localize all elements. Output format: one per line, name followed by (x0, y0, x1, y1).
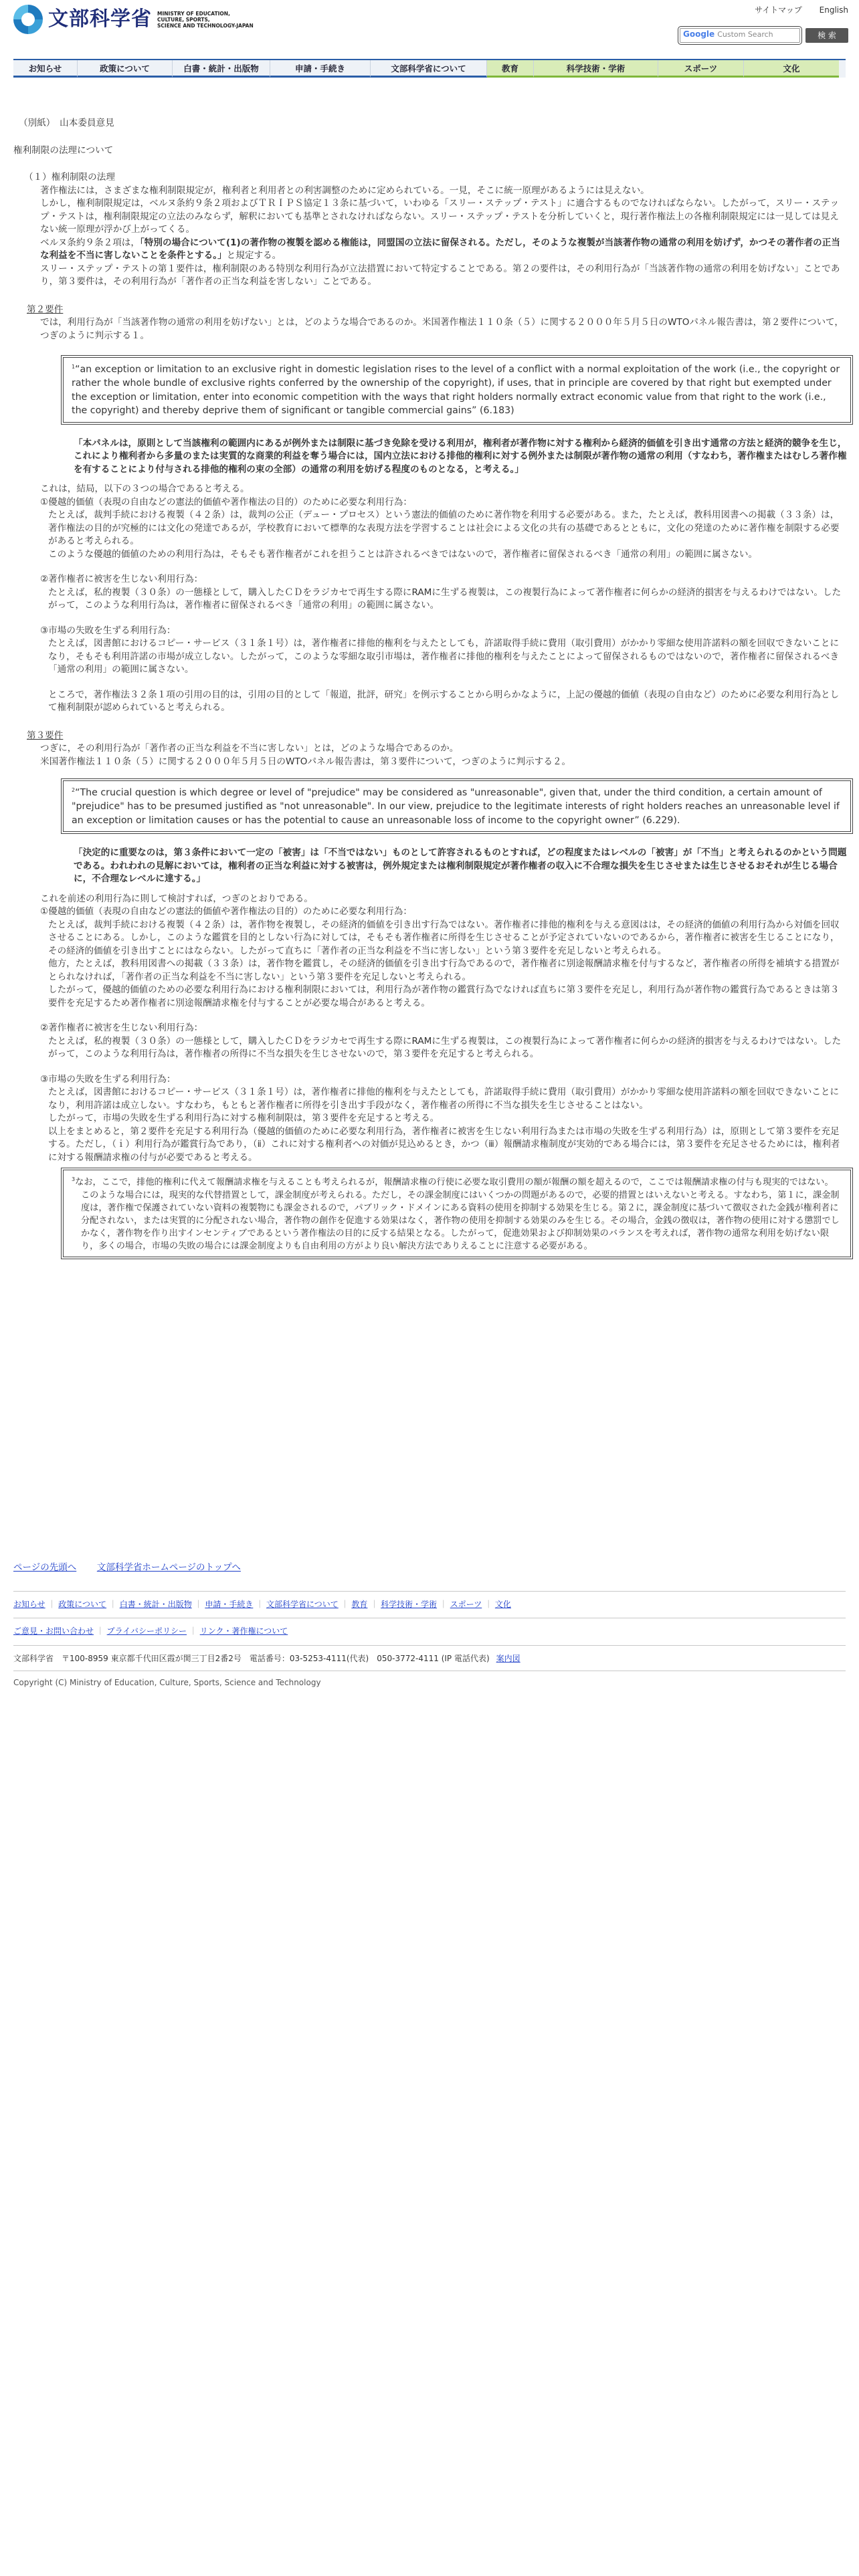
nav-sports[interactable]: スポーツ (658, 60, 744, 78)
paragraph: ベルヌ条約９条２項は，「特別の場合について(1)の著作物の複製を認める権能は，同盟国の立法に留保される。ただし，そのような複製が当該著作物の通常の利用を妨げず，かつその著作者の正当な利益を不当に害しないことを条件とする。」と規定する。 (40, 237, 840, 261)
paragraph: たとえば，私的複製（３０条）の一態様として，購入したＣＤをラジカセで再生する際にRAMに生ずる複製は，この複製行為によって著作権者に何らかの経済的損害を与えるわけではない。したがって，このような利用行為は，著作権者に留保されるべき「通常の利用」の範囲に属さない。 (48, 586, 842, 611)
paragraph: これは，結局，以下の３つの場合であると考える。 (40, 484, 250, 495)
paragraph: したがって，市場の失敗を生ずる利用行為に対する権利制限は，第３要件を充足すると考える。 (48, 1113, 440, 1124)
quote-box-1: $^1$“an exception or limitation to an exclusive right in domestic legislation rises to the level of a conflict with a normal exploitation of the work (i.e., the copyright or rather the whole bundle of exclusive rights conferred by the ownership of the copyright), if uses, that in principle are covered by that right but exempted under the exception or limitation, enter into economic competition with the ways that right holders normally extract economic value from that right to the work (i.e., the copyright) and thereby deprive them of significant or tangible commercial gains” (6.183) (63, 357, 851, 423)
nav-about[interactable]: 文部科学省について (371, 60, 487, 78)
logo-japanese: 文部科学省 (48, 7, 152, 31)
section-heading-1: （１）権利制限の法理 (24, 172, 115, 183)
paragraph: たとえば，図書館におけるコピー・サービス（３１条１号）は，著作権者に排他的権利を与えたとしても，許諾取得手続に費用（取引費用）がかかり零細な使用許諾料の額を回収できないことになり，利用許諾は成立しない。すなわち，もともと著作権者に所得を引き出す手段がなく，著作権者の所得に不当な損失を生じさせることはない。 (48, 1087, 840, 1111)
footer-link-about[interactable]: 文部科学省について (266, 1599, 339, 1609)
site-search (630, 28, 848, 43)
paragraph: たとえば，私的複製（３０条）の一態様として，購入したＣＤをラジカセで再生する際にRAMに生ずる複製は，この複製行為によって著作権者に何らかの経済的損害を与えるわけではない。したがって，このような利用行為は，著作権者の所得に不当な損失を生じさせないので，第３要件を充足すると考えられる。 (48, 1035, 842, 1060)
paragraph: したがって，優越的価値のための必要な利用行為における権利制限においては，利用行為が著作物の鑑賞行為でなければ直ちに第３要件を充足し，利用行為が著作物の鑑賞行為であるときは第３要件を充足するため著作権者に別途報酬請求権を付与することが必要な場合があると考える。 (48, 984, 840, 1008)
page-top-link[interactable]: ページの先頭へ (13, 1562, 77, 1573)
footer-link-applications[interactable]: 申請・手続き (205, 1599, 254, 1609)
footer-address: 文部科学省 〒100-8959 東京都千代田区霞が関三丁目2番2号 電話番号：03-5253-4111(代表) 050-3772-4111 (IP 電話代表) 案内図 (13, 1653, 520, 1663)
footer-link-news[interactable]: お知らせ (13, 1599, 45, 1609)
paragraph: ①優越的価値（表現の自由などの憲法的価値や著作権法の目的）のために必要な利用行為： (40, 906, 412, 918)
contact-link[interactable]: ご意見・お問い合わせ (13, 1626, 94, 1636)
site-header (0, 0, 859, 55)
paragraph: 米国著作権法１１０条（５）に関する２０００年５月５日のWTOパネル報告書は，第３要件について，つぎのように判示する２。 (40, 756, 571, 767)
copyright: Copyright (C) Ministry of Education, Culture, Sports, Science and Technology (13, 1678, 321, 1687)
english-link[interactable]: English (819, 5, 848, 15)
section-heading-3: 第３要件 (27, 730, 64, 741)
paragraph: 著作権法には，さまざまな権利制限規定が，権利者と利用者との利害調整のために定められている。一見，そこに統一原理があるようには見えない。 (40, 185, 650, 196)
global-nav (13, 59, 846, 78)
footer-nav: お知らせ ｜ 政策について ｜ 白書・統計・出版物 ｜ 申請・手続き ｜ 文部科学省について ｜ 教育 ｜ 科学技術・学術 ｜ スポーツ ｜ 文化 (13, 1599, 511, 1609)
map-link[interactable]: 案内図 (496, 1653, 520, 1663)
footer-link-education[interactable]: 教育 (351, 1599, 368, 1609)
paragraph: スリー・ステップ・テストの第１要件は，権利制限のある特別な利用行為が立法措置において特定することである。第２の要件は，その利用行為が「当該著作物の通常の利用を妨げない」ことであり，第３要件は，その利用行為が「著作者の正当な利益を害しない」ことである。 (40, 263, 840, 287)
logo-emblem-icon (13, 5, 43, 34)
bold-translation-2: 「決定的に重要なのは，第３条件において一定の「被害」は「不当ではない」ものとして許容されるものとすれば，どの程度またはレベルの「被害」が「不当」と考えられるのかという問題である。われわれの見解においては，権利者の正当な利益に対する被害は，例外規定または権利制限規定が著作権者の収入に不合理な損失を生じさせまたは生じさせるおそれが生じる場合に，不合理なレベルに達する。」 (74, 847, 847, 885)
paragraph: ところで，著作権法３２条１項の引用の目的は，引用の目的として「報道，批評，研究」を例示することから明らかなように，上記の優越的価値（表現の自由など）のために必要な利用行為として権利制限が認められていると考えられる。 (48, 689, 840, 714)
google-logo: Google (683, 29, 715, 39)
link-copyright-link[interactable]: リンク・著作権について (199, 1626, 288, 1636)
paragraph: ③市場の失敗を生ずる利用行為： (40, 1073, 176, 1085)
page-top-links (13, 1562, 846, 1575)
paragraph: たとえば，図書館におけるコピー・サービス（３１条１号）は，著作権者に排他的権利を与えたとしても，許諾取得手続に費用（取引費用）がかかり零細な使用許諾料の額を回収できないことになり，そもそも利用許諾の市場が成立しない。したがって，このような零細な取引市場は，著作権者に排他的権利を与えたことによって留保されるものではないので，著作権者に留保されるべき「通常の利用」の範囲に属さない。 (48, 638, 840, 675)
logo-english: MINISTRY OF EDUCATION, CULTURE, SPORTS, SCIENCE AND TECHNOLOGY-JAPAN (157, 10, 254, 29)
footnote-box: $^3$なお，ここで，排他的権利に代えて報酬請求権を与えることも考えられるが，報酬請求権の行使に必要な取引費用の額が報酬の額を超えるので，ここでは報酬請求権の付与も現実的ではない。 このような場合には，現実的な代替措置として，課金制度が考えられる。ただし，その課金制度にはいくつかの問題があるので，必要的措置とはいえないと考える。すなわち，第１に，課金制度は，著作権で保護されていない資料の複製物にも課金されるので，パブリック・ドメインにある資料の使用を抑制する効果を生じる。第２に，課金制度に基づいて徴収された金銭が権利者に分配されない，または実質的に分配されない場合，著作物の創作を促進する効果はなく，著作物の使用を抑制する効果のみを生じる。その場合，金銭の徴収は，著作物の使用に対する懲罰でしかなく，著作物を作り出すインセンティブであるという著作権法の目的に反する結果となる。したがって，促進効果および抑制効果のバランスを考えれば，著作物の通常な利用を妨げない限り，多くの場合，市場の失敗の場合には課金制度よりも自由利用の方がより良い解決方法でありえることに注意する必要がある。 (63, 1170, 851, 1257)
bold-translation-1: 「本パネルは，原則として当該権利の範囲内にあるが例外または制限に基づき免除を受ける利用が，権利者が著作物に対する権利から経済的価値を引き出す通常の方法と経済的競争を生じ，これにより権利者から多量のまたは実質的な商業的利益を奪う場合には，国内立法における排他的権利に対する例外または制限が著作物の通常の利用（すなわち，著作権またはむしろ著作権を有することにより付与される排他的権利の束の全部）の通常の利用を妨げる程度のものとなる，と考える。」 (74, 437, 847, 475)
ministry-logo[interactable] (13, 3, 254, 36)
search-input[interactable]: Google Custom Search (680, 28, 800, 43)
quote-box-2: $^2$“The crucial question is which degree or level of "prejudice" may be considered as "unreasonable", given that, under the third condition, a certain amount of "prejudice" has to be presumed justified as "not unreasonable". In our view, prejudice to the legitimate interests of right holders reaches an unreasonable level if an exception or limitation causes or has the potential to cause an unreasonable loss of income to the copyright owner” (6.229). (63, 780, 851, 832)
sitemap-link[interactable]: サイトマップ (755, 5, 802, 15)
footer-link-sports[interactable]: スポーツ (450, 1599, 482, 1609)
search-button[interactable]: 検 索 (805, 28, 848, 43)
nav-science[interactable]: 科学技術・学術 (534, 60, 658, 78)
nav-culture[interactable]: 文化 (744, 60, 839, 78)
section-heading-2: 第２要件 (27, 304, 64, 315)
footer-link-science[interactable]: 科学技術・学術 (381, 1599, 438, 1609)
divider (13, 1591, 846, 1592)
main-content (13, 117, 846, 1257)
nav-applications[interactable]: 申請・手続き (270, 60, 371, 78)
footer-link-publications[interactable]: 白書・統計・出版物 (119, 1599, 192, 1609)
nav-news[interactable]: お知らせ (13, 60, 78, 78)
nav-publications[interactable]: 白書・統計・出版物 (173, 60, 270, 78)
divider (13, 1645, 846, 1646)
footer-link-policy[interactable]: 政策について (58, 1599, 107, 1609)
nav-education[interactable]: 教育 (487, 60, 534, 78)
annex-label: （別紙） 山本委員意見 (19, 118, 114, 128)
paragraph: ②著作権者に被害を生じない利用行為： (40, 574, 203, 585)
paragraph: これを前述の利用行為に則して検討すれば，つぎのとおりである。 (40, 893, 313, 904)
footer-sub-nav: ご意見・お問い合わせ ｜ プライバシーポリシー ｜ リンク・著作権について (13, 1626, 288, 1636)
paragraph: 他方，たとえば，教科用図書への掲載（３３条）は，著作物を鑑賞し，その経済的価値を引き出す行為であるので，著作権者に別途報酬請求権を付与するなど，著作権者の所得を補填する措置がとられなければ，「著作者の正当な利益を不当に害しない」という第３要件を充足しないと考えられる。 (48, 958, 840, 982)
paragraph: このような優越的価値のための利用行為は，そもそも著作権者がこれを担うことは許されるべきではないので，著作権者に留保されるべき「通常の利用」の範囲に属さない。 (48, 548, 758, 560)
paragraph: たとえば，裁判手続における複製（４２条）は，裁判の公正（デュー・プロセス）という憲法的価値のために著作物を利用する必要がある。また，たとえば，教科用図書への掲載（３３条）は，著作権法の目的が究極的には文化の発達であるが，学校教育において標準的な表現方法を学習することは社会による文化の共有の基礎であるとともに，文化の発達のために著作権を制限する必要があると考えられる。 (48, 510, 840, 547)
privacy-link[interactable]: プライバシーポリシー (106, 1626, 187, 1636)
paragraph: つぎに，その利用行為が「著作者の正当な利益を不当に害しない」とは，どのような場合であるのか。 (40, 743, 459, 754)
paragraph: ③市場の失敗を生ずる利用行為： (40, 625, 176, 636)
paragraph: では，利用行為が「当該著作物の通常の利用を妨げない」とは，どのような場合であるのか。米国著作権法１１０条（５）に関する２０００年５月５日のWTOパネル報告書は，第２要件について，つぎのように判示する１。 (40, 317, 844, 341)
paragraph: ①優越的価値（表現の自由などの憲法的価値や著作権法の目的）のために必要な利用行為： (40, 496, 412, 508)
paragraph: たとえば，裁判手続における複製（４２条）は，著作物を複製し，その経済的価値を引き出す行為ではない。著作権者に排他的権利を与える意図はは，その経済的価値の利用行為から対価を回収させることにある。しかし，このような鑑賞を目的としない行為に対しては，そもそも著作権者に所得を生じさせることが予定されていないのであるから，著作権者に被害を生じることになり，その経済的価値を引き出すことにはならない。したがって直ちに「著作者の正当な利益を不当に害しない」という第３要件を充足しないと考えられる。 (48, 919, 840, 956)
site-footer (13, 1562, 846, 1690)
paragraph: ②著作権者に被害を生じない利用行為： (40, 1023, 203, 1034)
utility-links (740, 4, 848, 17)
paragraph: 以上をまとめると，第２要件を充足する利用行為（優越的価値のために必要な利用行為，著作権者に被害を生じない利用行為または市場の失敗を生ずる利用行為）は，原則として第３要件を充足する。ただし，（ｉ）利用行為が鑑賞行為であり，（ⅱ）これに対する権利者への対価が見込めるとき，かつ（ⅲ）報酬請求権制度が実効的である場合には，第３要件を充足させるためには，権利者に対する報酬請求権の付与が必要であると考える。 (48, 1125, 840, 1163)
nav-policy[interactable]: 政策について (78, 60, 173, 78)
footer-link-culture[interactable]: 文化 (494, 1599, 511, 1609)
doc-title: 権利制限の法理について (13, 144, 114, 156)
paragraph: しかし，権利制限規定は，ベルヌ条約９条２項およびＴＲＩＰＳ協定１３条に基づいて，いわゆる「スリー・ステップ・テスト」に適合するものでなければならない。したがって，スリー・ステップ・テストは，権利制限規定の立法のみならず，解釈においても基準とされなければならない。スリー・ステップ・テストを分析していくと，現行著作権法上の各権利制限規定には一見しては見えない統一原理が浮かび上がってくる。 (40, 198, 840, 235)
home-top-link[interactable]: 文部科学省ホームページのトップへ (96, 1562, 241, 1573)
